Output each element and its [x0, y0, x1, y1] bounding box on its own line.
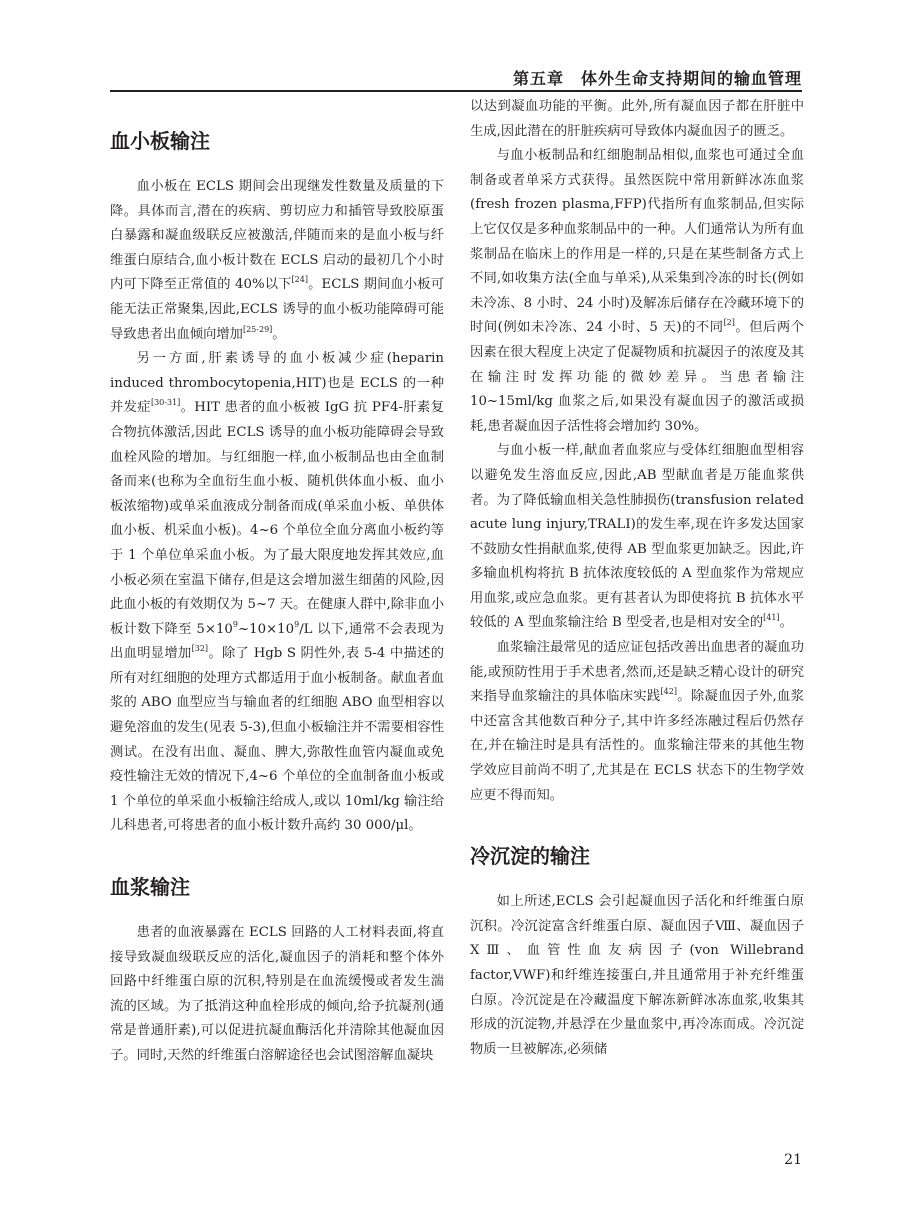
- citation: [25-29]: [242, 324, 273, 334]
- exponent: 9: [294, 619, 300, 629]
- platelet-paragraph-2: 另一方面,肝素诱导的血小板减少症(heparin induced thrombocytopenia,HIT)也是 ECLS 的一种并发症[30-31]。HIT 患者的血小板被 IgG 抗 PF4-肝素复合物抗体激活,因此 ECLS 诱导的血小板功能障碍会导致血栓风险的增加。与红细胞一样,血小板制品也由全血制备而来(也称为全血衍生血小板、随机供体血小板、血小板浓缩物)或单采血液成分制备而成(单采血小板、单供体血小板、机采血小板)。4~6 个单位全血分离血小板约等于 1 个单位单采血小板。为了最大限度地发挥其效应,血小板必须在室温下储存,但是这会增加滋生细菌的风险,因此血小板的有效期仅为 5~7 天。在健康人群中,除非血小板计数下降至 $5\times 10^9\sim 10\times 10^9/L$ 以下,通常不会表现为出血明显增加[32]。除了 Hgb S 阴性外,表 5-4 中描述的所有对红细胞的处理方式都适用于血小板制备。献血者血浆的 ABO 血型应当与输血者的红细胞 ABO 血型相容以避免溶血的发生(见表 5-3),但血小板输注并不需要相容性测试。在没有出血、凝血、脾大,弥散性血管内凝血或免疫性输注无效的情况下,4~6 个单位的全血制备血小板或 1 个单位的单采血小板输注给成人,或以 10ml/kg 输注给儿科患者,可将患者的血小板计数升高约 30 000/μl。: [110, 351, 445, 834]
- section-title-plasma: 血浆输注: [110, 875, 190, 900]
- header-rule: [110, 90, 802, 92]
- plasma-paragraph-2: 与血小板制品和红细胞制品相似,血浆也可通过全血制备或者单采方式获得。虽然医院中常用新鲜冰冻血浆(fresh frozen plasma,FFP)代指所有血浆制品,但实际上它仅仅是多种血浆制品中的一种。人们通常认为所有血浆制品在临床上的作用是一样的,只是在某些制备方式上不同,如收集方法(全血与单采),从采集到冷冻的时长(例如未冷冻、8 小时、24 小时)及解冻后储存在冷藏环境下的时间(例如未冷冻、24 小时、5 天)的不同[2]。但后两个因素在很大程度上决定了促凝物质和抗凝因子的浓度及其在输注时发挥功能的微妙差异。当患者输注 10~15ml/kg 血浆之后,如果没有凝血因子的激活或损耗,患者凝血因子活性将会增加约 30%。: [470, 148, 804, 434]
- citation: [2]: [723, 318, 735, 328]
- section-title-platelet: 血小板输注: [110, 129, 210, 153]
- citation: [24]: [291, 275, 308, 285]
- citation: [41]: [763, 613, 780, 623]
- platelet-paragraph-1: 血小板在 ECLS 期间会出现继发性数量及质量的下降。具体而言,潜在的疾病、剪切应力和插管导致胶原蛋白暴露和凝血级联反应被激活,伴随而来的是血小板与纤维蛋白原结合,血小板计数在 ECLS 启动的最初几个小时内可下降至正常值的 40%以下[24]。ECLS 期间血小板可能无法正常聚集,因此,ECLS 诱导的血小板功能障碍可能导致患者出血倾向增加[25-29]。: [110, 179, 445, 342]
- citation: [42]: [660, 687, 677, 697]
- plasma-paragraph-4: 血浆输注最常见的适应证包括改善出血患者的凝血功能,或预防性用于手术患者,然而,还是缺乏精心设计的研究来指导血浆输注的具体临床实践[42]。除凝血因子外,血浆中还富含其他数百种分子,其中许多经冻融过程后仍然存在,并在输注时是具有活性的。血浆输注带来的其他生物学效应目前尚不明了,尤其是在 ECLS 状态下的生物学效应更不得而知。: [470, 640, 804, 803]
- left-column: [110, 95, 444, 1150]
- running-header: [110, 66, 802, 92]
- chapter-title: 第五章 体外生命支持期间的输血管理: [512, 69, 802, 88]
- citation: [32]: [191, 644, 209, 654]
- page-number: 21: [784, 1152, 802, 1168]
- plasma-paragraph-1-continued: 以达到凝血功能的平衡。此外,所有凝血因子都在肝脏中生成,因此潜在的肝脏疾病可导致体内凝血因子的匮乏。: [470, 99, 804, 139]
- cryo-paragraph-1: 如上所述,ECLS 会引起凝血因子活化和纤维蛋白原沉积。冷沉淀富含纤维蛋白原、凝血因子Ⅷ、凝血因子ⅩⅢ、血管性血友病因子(von Willebrand factor,VWF)和纤维连接蛋白,并且通常用于补充纤维蛋白原。冷沉淀是在冷藏温度下解冻新鲜冰冻血浆,收集其形成的沉淀物,并悬浮在少量血浆中,再冷冻而成。冷沉淀物质一旦被解冻,必须储: [470, 894, 804, 1057]
- citation: [30-31]: [150, 398, 181, 408]
- plasma-paragraph-3: 与血小板一样,献血者血浆应与受体红细胞血型相容以避免发生溶血反应,因此,AB 型献血者是万能血浆供者。为了降低输血相关急性肺损伤(transfusion related acute lung injury,TRALI)的发生率,现在许多发达国家不鼓励女性捐献血浆,使得 AB 型血浆更加缺乏。因此,许多输血机构将抗 B 抗体浓度较低的 A 型血浆作为常规应用血浆,或应急血浆。更有甚者认为即使将抗 B 抗体水平较低的 A 型血浆输注给 B 型受者,也是相对安全的[41]。: [470, 443, 804, 631]
- plasma-paragraph-1: 患者的血液暴露在 ECLS 回路的人工材料表面,将直接导致凝血级联反应的活化,凝血因子的消耗和整个体外回路中纤维蛋白原的沉积,特别是在血流缓慢或者发生湍流的区域。为了抵消这种血栓形成的倾向,给予抗凝剂(通常是普通肝素),可以促进抗凝血酶活化并清除其他凝血因子。同时,天然的纤维蛋白溶解途径也会试图溶解血凝块: [110, 925, 444, 1063]
- section-title-cryoprecipitate: 冷沉淀的输注: [470, 844, 590, 869]
- right-column: [470, 95, 804, 1150]
- exponent: 9: [232, 619, 238, 629]
